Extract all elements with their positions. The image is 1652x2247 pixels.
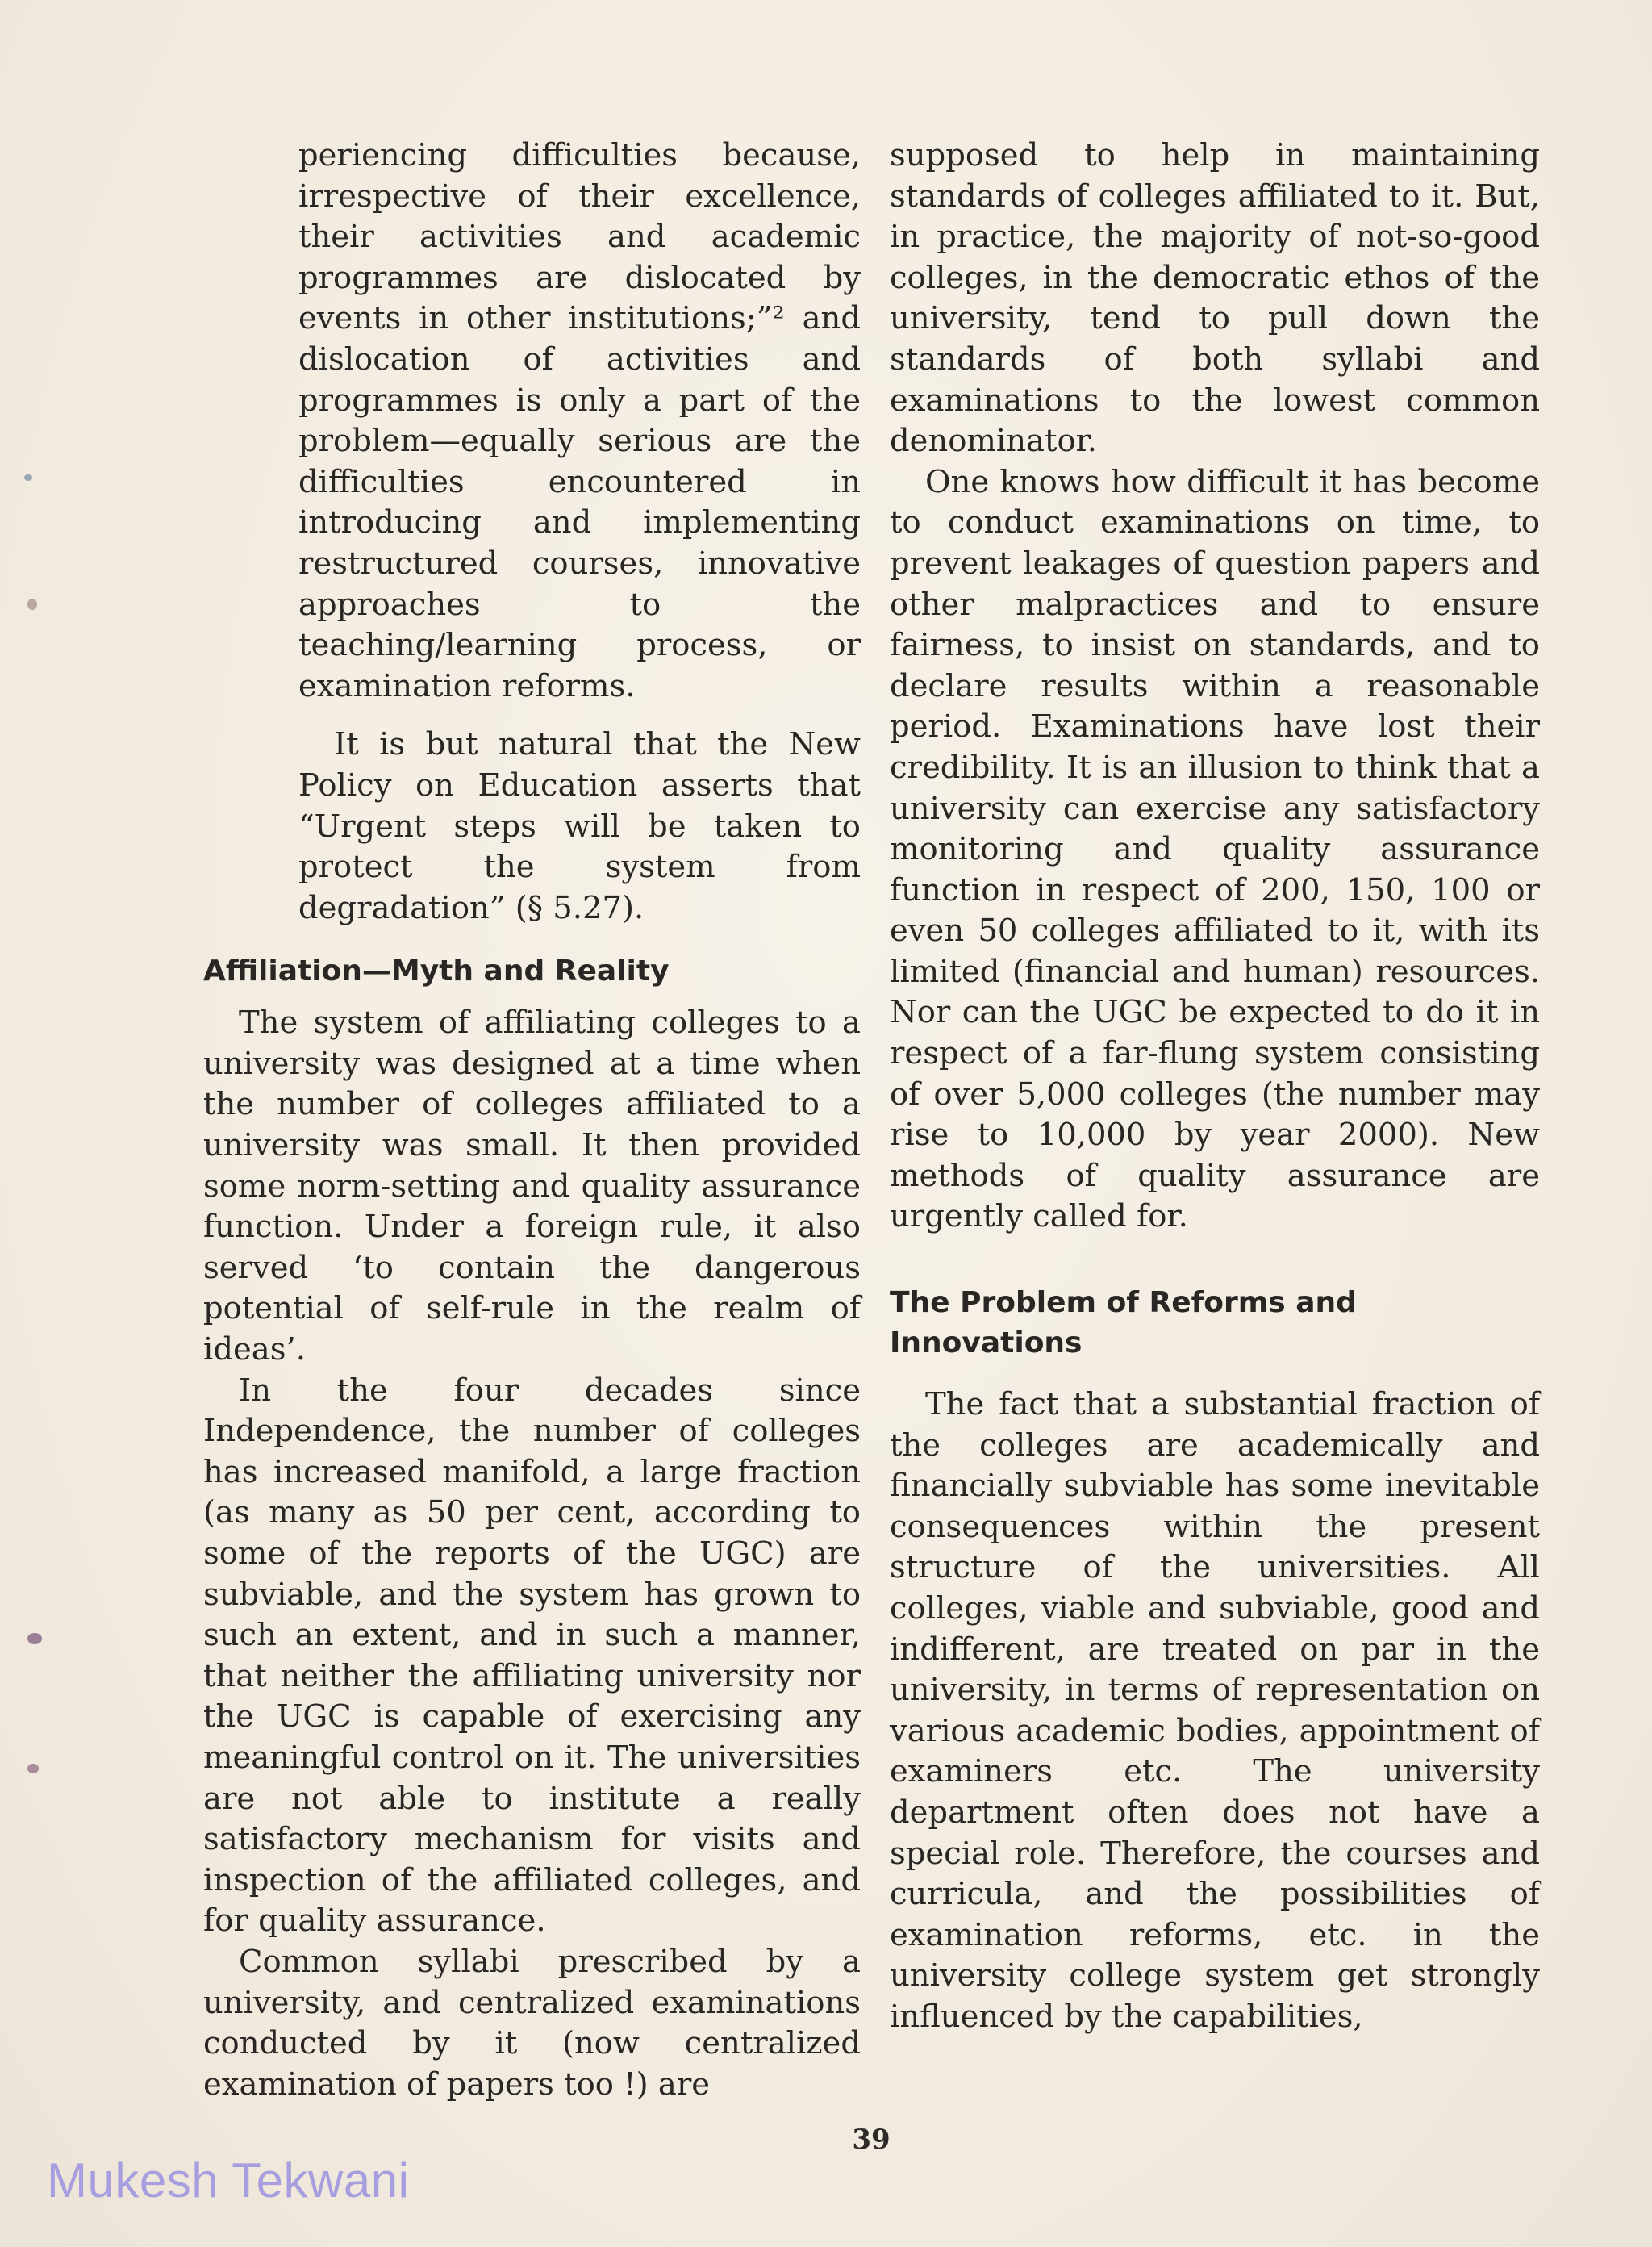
left-column: [203, 136, 861, 2105]
section-heading-reforms-line-1: The Problem of Reforms and: [890, 1286, 1357, 1320]
margin-speck: [24, 474, 32, 481]
left-paragraph-continued: periencing difficulties because, irrespective of their excellence, their activities and academic programmes are dislocated by events in other institutions;”² and dislocation of activities and programmes is only a part of the problem—equally serious are the difficulties encountered in introducing and implementing restructured courses, innovative approaches to the teaching/learning process, or examination reforms.: [298, 137, 861, 704]
left-paragraph-new-policy: It is but natural that the New Policy on Education asserts that “Urgent steps will be taken to protect the system from degradation” (§ 5.27).: [298, 726, 861, 926]
left-paragraph-affiliating-system: The system of affiliating colleges to a university was designed at a time when the number of colleges affiliated to a university was small. It then provided some norm-setting and quality assurance function. Under a foreign rule, it also served ‘to contain the dangerous potential of self-rule in the realm of ideas’.: [203, 1004, 861, 1368]
right-paragraph-substantial-fraction: The fact that a substantial fraction of the colleges are academically and financially subviable has some inevitable consequences within the present structure of the universities. All colleges, viable and subviable, good and indifferent, are treated on par in the university, in terms of representation on various academic bodies, appointment of examiners etc. The university department often does not have a special role. Therefore, the courses and curricula, and the possibilities of examination reforms, etc. in the university college system get strongly influenced by the capabilities,: [890, 1386, 1540, 2035]
margin-speck: [27, 1764, 39, 1773]
right-paragraph-examinations: One knows how difficult it has become to conduct examinations on time, to prevent leakages of question papers and other malpractices and to ensure fairness, to insist on standards, and to declare results within a reasonable period. Examinations have lost their credibility. It is an illusion to think that a university can exercise any satisfactory monitoring and quality assurance function in respect of 200, 150, 100 or even 50 colleges affiliated to it, with its limited (financial and human) resources. Nor can the UGC be expected to do it in respect of a far-flung system consisting of over 5,000 colleges (the number may rise to 10,000 by year 2000). New methods of quality assurance are urgently called for.: [890, 463, 1540, 1235]
margin-speck: [27, 599, 37, 610]
left-paragraph-four-decades: In the four decades since Independence, the number of colleges has increased manifold, a large fraction (as many as 50 per cent, according to some of the reports of the UGC) are subviable, and the system has grown to such an extent, and in such a manner, that neither the affiliating university nor the UGC is capable of exercising any meaningful control on it. The universities are not able to institute a really satisfactory mechanism for visits and inspection of the affiliated colleges, and for quality assurance.: [203, 1372, 861, 1940]
watermark-text: Mukesh Tekwani: [47, 2153, 410, 2207]
right-paragraph-continued: supposed to help in maintaining standards of colleges affiliated to it. But, in practice, the majority of not-so-good colleges, in the democratic ethos of the university, tend to pull down the standards of both syllabi and examinations to the lowest common denominator.: [890, 137, 1540, 460]
right-column: [890, 136, 1540, 2038]
section-heading-reforms: [890, 1283, 1540, 1364]
left-paragraph-common-syllabi: Common syllabi prescribed by a university, and centralized examinations conducted by it (now centralized examination of papers too !) are: [203, 1943, 861, 2103]
margin-speck: [27, 1633, 42, 1644]
page-number: 39: [852, 2124, 891, 2156]
section-heading-affiliation: Affiliation—Myth and Reality: [203, 954, 670, 988]
section-heading-reforms-line-2: Innovations: [890, 1326, 1083, 1360]
